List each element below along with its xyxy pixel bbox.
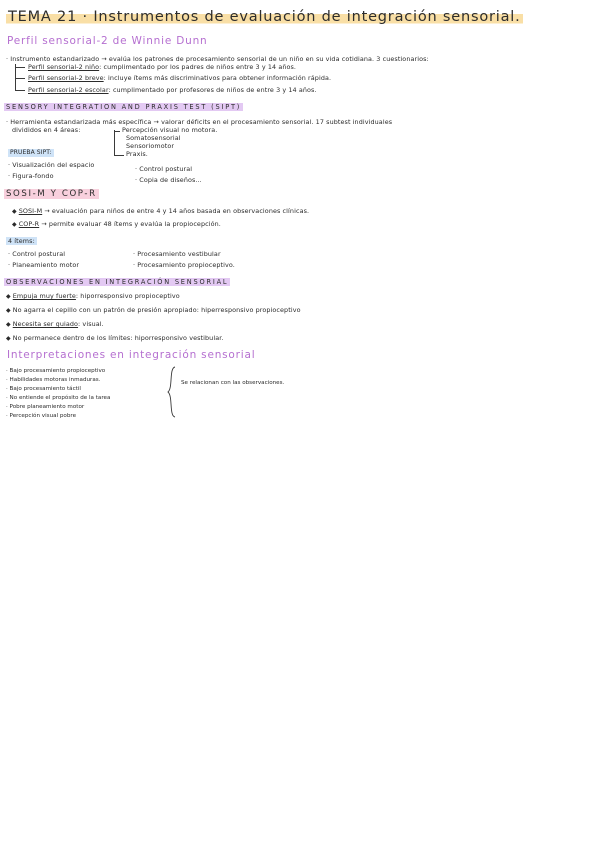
obs-item-label: Empuja muy fuerte [12, 292, 76, 300]
perfil-item [28, 86, 317, 94]
sosi-item-label: COP-R [18, 220, 40, 228]
sosi-item-text: → permite evaluar 48 ítems y evalúa la propiocepción. [41, 220, 221, 228]
sosi-item-label: SOSI-M [18, 207, 43, 215]
interp-item: · Habilidades motoras inmaduras. [6, 377, 101, 383]
interp-item: · Bajo procesamiento propioceptivo [6, 368, 106, 374]
obs-item-text: : hiporresponsivo propioceptivo [75, 292, 180, 300]
obs-heading: OBSERVACIONES EN INTEGRACIÓN SENSORIAL [6, 278, 229, 286]
obs-item [6, 306, 301, 315]
bullet-icon: ◆ [6, 335, 13, 342]
sipt-intro-line1: · Herramienta estandarizada más específica → valorar déficits en el procesamiento sensorial. 17 subtest individuales [6, 118, 393, 126]
sipt-bracket-tick [114, 155, 124, 156]
items-left: · Planeamiento motor [8, 261, 80, 269]
bullet-icon: ◆ [6, 293, 13, 300]
sipt-bracket [114, 130, 115, 155]
obs-item [6, 320, 104, 329]
sipt-area: Somatosensorial [126, 134, 181, 142]
perfil-item-text: : cumplimentado por profesores de niños de entre 3 y 14 años. [108, 86, 317, 94]
interp-note: Se relacionan con las observaciones. [181, 380, 285, 386]
perfil-item-label: Perfil sensorial-2 escolar [28, 86, 109, 94]
sipt-intro-line2: divididos en 4 áreas: [12, 126, 81, 134]
interp-item: · Percepción visual pobre [6, 413, 77, 419]
perfil-item-text: : incluye ítems más discriminativos para obtener información rápida. [103, 74, 332, 82]
perfil-item-label: Perfil sensorial-2 breve [28, 74, 104, 82]
items-heading: 4 ítems: [8, 237, 35, 245]
perfil-item [28, 74, 331, 82]
prueba-sipt-item: · Control postural [135, 165, 193, 173]
perfil-item-label: Perfil sensorial-2 niño [28, 63, 100, 71]
items-left: · Control postural [8, 250, 66, 258]
prueba-sipt-label: PRUEBA SIPT: [10, 149, 52, 156]
obs-item-label: Necesita ser guiado [12, 320, 79, 328]
sosi-item [12, 220, 221, 229]
bullet-icon: ◆ [12, 221, 19, 228]
obs-item-text: No permanece dentro de los límites: hiporresponsivo vestibular. [12, 334, 224, 342]
sosi-heading: SOSI-M Y COP-R [6, 189, 97, 199]
sipt-area: Praxis. [126, 150, 148, 158]
obs-item [6, 334, 224, 343]
sipt-bracket-tick [114, 131, 120, 132]
interp-item: · Bajo procesamiento táctil [6, 386, 81, 392]
prueba-sipt-item: · Figura-fondo [8, 172, 54, 180]
perfil-bracket-tick [15, 78, 25, 79]
interp-item: · No entiende el propósito de la tarea [6, 395, 111, 401]
items-right: · Procesamiento propioceptivo. [133, 261, 235, 269]
perfil-item-text: : cumplimentado por los padres de niños entre 3 y 14 años. [99, 63, 297, 71]
perfil-bracket-tick [15, 67, 25, 68]
sipt-area: Percepción visual no motora. [122, 126, 218, 134]
sosi-item [12, 207, 309, 216]
perfil-item [28, 63, 296, 71]
sosi-item-text: → evaluación para niños de entre 4 y 14 años basada en observaciones clínicas. [44, 207, 310, 215]
curly-brace-icon [166, 366, 178, 418]
bullet-icon: ◆ [12, 208, 19, 215]
prueba-sipt-item: · Visualización del espacio [8, 161, 95, 169]
perfil-bracket-tick [15, 90, 25, 91]
bullet-icon: ◆ [6, 307, 13, 314]
bullet-icon: ◆ [6, 321, 13, 328]
sipt-area: Sensoriomotor [126, 142, 175, 150]
prueba-sipt-item: · Copia de diseños... [135, 176, 202, 184]
obs-item-text: : visual. [78, 320, 104, 328]
items-right: · Procesamiento vestibular [133, 250, 221, 258]
obs-item-text: No agarra el cepillo con un patrón de presión apropiado: hiperresponsivo propioceptivo [12, 306, 301, 314]
interp-item: · Pobre planeamiento motor [6, 404, 85, 410]
page-title: TEMA 21 · Instrumentos de evaluación de integración sensorial. [8, 9, 521, 25]
obs-item [6, 292, 180, 301]
perfil-intro: · Instrumento estandarizado → evalúa los patrones de procesamiento sensorial de un niño en su vida cotidiana. 3 cuestionarios: [6, 55, 429, 63]
interp-heading: Interpretaciones en integración sensorial [7, 349, 256, 361]
sipt-heading: SENSORY INTEGRATION AND PRAXIS TEST (SIPT) [6, 103, 242, 111]
perfil-heading: Perfil sensorial-2 de Winnie Dunn [7, 35, 208, 47]
